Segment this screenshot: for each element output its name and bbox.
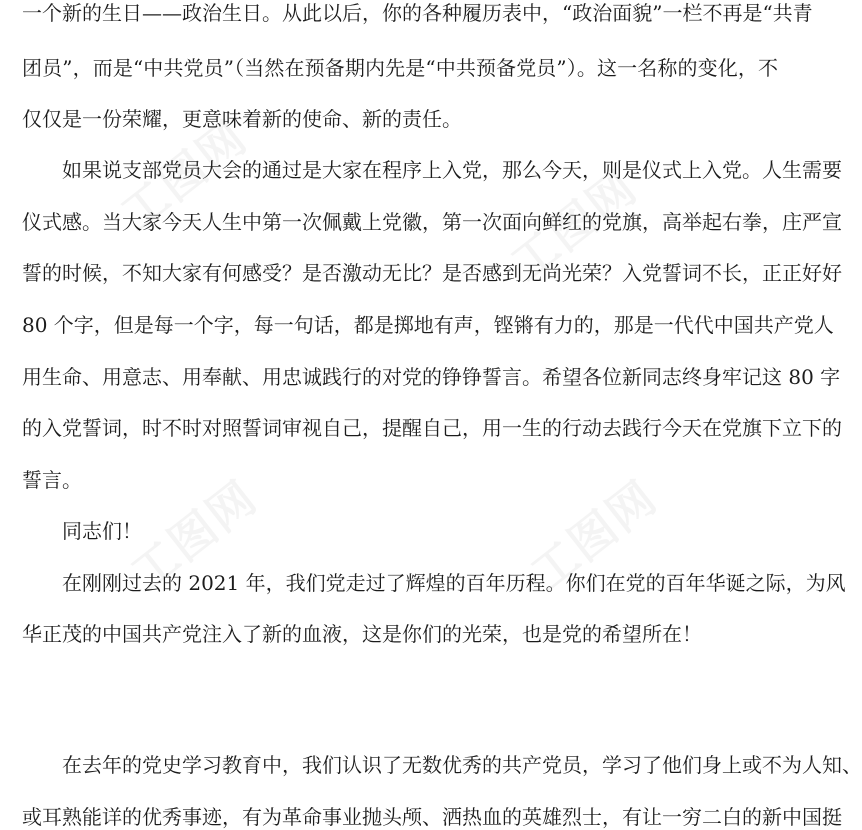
text-line-14: 在去年的党史学习教育中，我们认识了无数优秀的共产党员，学习了他们身上或不为人知、 — [62, 753, 862, 777]
text-line-1: 一个新的生日——政治生日。从此以后，你的各种履历表中，“政治面貌”一栏不再是“共青 — [22, 1, 813, 25]
text-line-6: 誓的时候，不知大家有何感受？是否激动无比？是否感到无尚光荣？入党誓词不长，正正好好 — [22, 261, 842, 285]
text-line-12: 在刚刚过去的 2021 年，我们党走过了辉煌的百年历程。你们在党的百年华诞之际，为风 — [62, 571, 846, 595]
text-line-5: 仪式感。当大家今天人生中第一次佩戴上党徽，第一次面向鲜红的党旗，高举起右拳，庄严宣 — [22, 210, 842, 234]
text-line-11: 同志们！ — [62, 519, 142, 543]
text-line-3: 仅仅是一份荣耀，更意味着新的使命、新的责任。 — [22, 107, 462, 131]
text-line-8: 用生命、用意志、用奉献、用忠诚践行的对党的铮铮誓言。希望各位新同志终身牢记这 80 字 — [22, 365, 841, 389]
text-line-9: 的入党誓词，时不时对照誓词审视自己，提醒自己，用一生的行动去践行今天在党旗下立下的 — [22, 416, 842, 440]
text-line-4: 如果说支部党员大会的通过是大家在程序上入党，那么今天，则是仪式上入党。人生需要 — [62, 158, 842, 182]
text-line-10: 誓言。 — [22, 468, 82, 492]
text-line-7: 80 个字，但是每一个字，每一句话，都是掷地有声，铿锵有力的，那是一代代中国共产党人 — [22, 313, 834, 337]
text-line-2: 团员”，而是“中共党员”（当然在预备期内先是“中共预备党员”）。这一名称的变化，不 — [22, 56, 778, 80]
text-line-13: 华正茂的中国共产党注入了新的血液，这是你们的光荣，也是党的希望所在！ — [22, 622, 702, 646]
text-line-15: 或耳熟能详的优秀事迹，有为革命事业抛头颅、洒热血的英雄烈士，有让一穷二白的新中国挺 — [22, 805, 842, 829]
